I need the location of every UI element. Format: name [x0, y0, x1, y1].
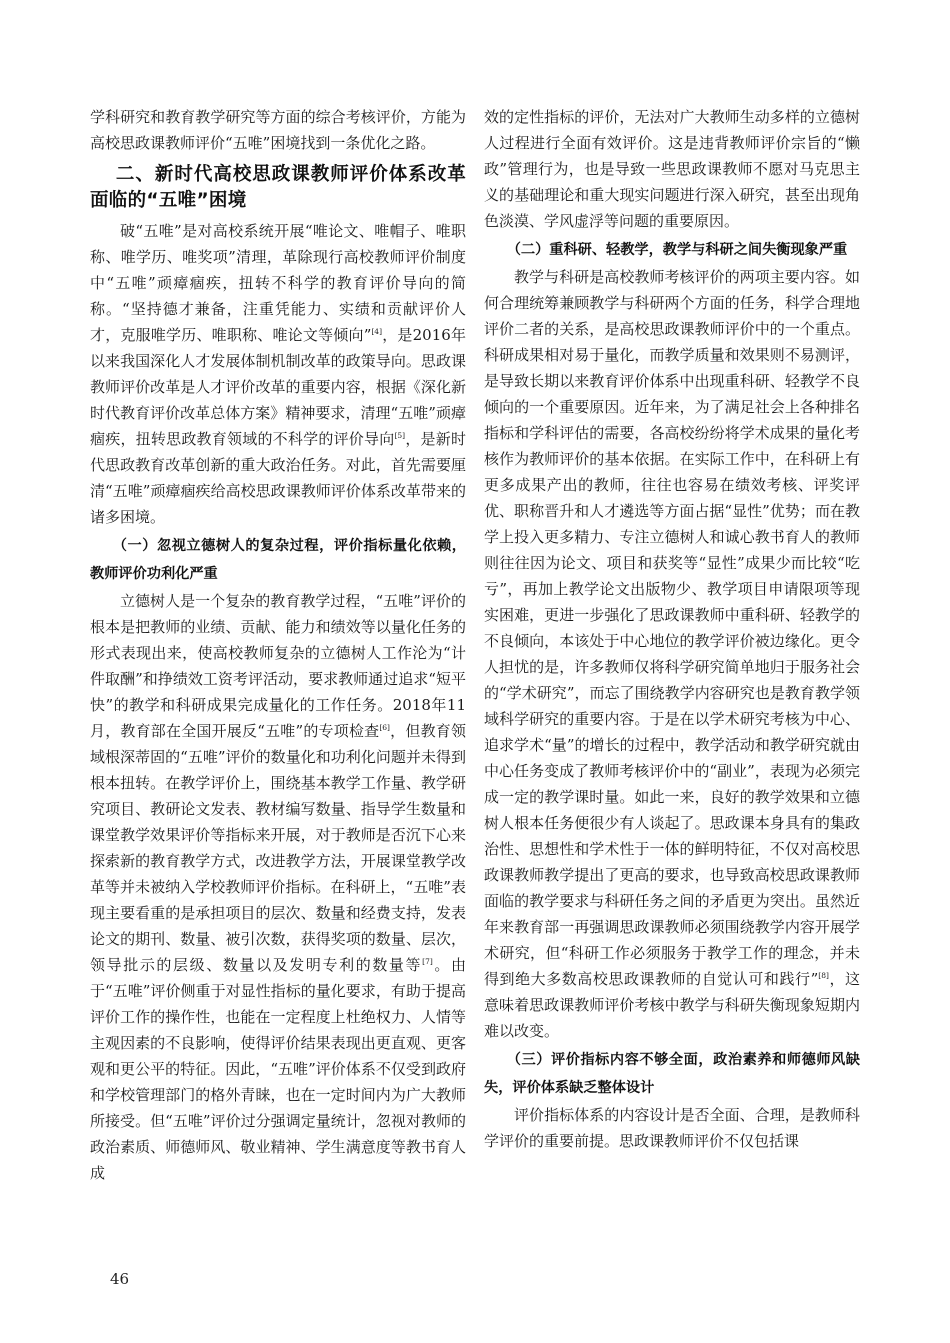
paragraph-wuwei-definition: [90, 218, 466, 530]
continued-paragraph: 效的定性指标的评价，无法对广大教师生动多样的立德树人过程进行全面有效评价。这是违背教师评价宗旨的“懒政”管理行为，也是导致一些思政课教师不愿对马克思主义的基础理论和重大现实问题进行深入研究，甚至出现角色淡漠、学风虚浮等问题的重要原因。: [484, 108, 860, 230]
right-column: [484, 104, 860, 1154]
subsection-heading-1: （一）忽视立德树人的复杂过程，评价指标量化依赖，教师评价功利化严重: [90, 538, 466, 582]
citation-ref: [4]: [371, 327, 382, 336]
citation-ref: [8]: [818, 971, 829, 980]
intro-paragraph: 学科研究和教育教学研究等方面的综合考核评价，方能为高校思政课教师评价“五唯”困境找到一条优化之路。: [90, 108, 466, 152]
paragraph-quantification: [90, 588, 466, 1186]
section-heading: 二、新时代高校思政课教师评价体系改革面临的“五唯”困境: [90, 164, 466, 211]
paragraph-evaluation-index: 评价指标体系的内容设计是否全面、合理，是教师科学评价的重要前提。思政课教师评价不仅包括课: [484, 1106, 860, 1150]
paragraph-text: ，但教育领域根深蒂固的“五唯”评价的数量化和功利化问题并未得到根本扭转。在教学评价上，围绕基本教学工作量、教学研究项目、教研论文发表、教材编写数量、指导学生数量和课堂教学效果评价等指标来开展，对于教师是否沉下心来探索新的教育教学方式，改进教学方法，开展课堂教学改革等并未被纳入学校教师评价指标。在科研上，“五唯”表现主要看重的是承担项目的层次、数量和经费支持，发表论文的期刊、数量、被引次数，获得奖项的数量、层次，领导批示的层级、数量以及发明专利的数量等: [90, 722, 466, 974]
paragraph-text: 教学与科研是高校教师考核评价的两项主要内容。如何合理统筹兼顾教学与科研两个方面的任务，科学合理地评价二者的关系，是高校思政课教师评价中的一个重点。科研成果相对易于量化，而教学质量和效果则不易测评，是导致长期以来教育评价体系中出现重科研、轻教学不良倾向的一个重要原因。近年来，为了满足社会上各种排名指标和学科评估的需要，各高校纷纷将学术成果的量化考核作为教师评价的基本依据。在实际工作中，在科研上有更多成果产出的教师，往往也容易在绩效考核、评奖评优、职称晋升和人才遴选等方面占据“显性”优势；而在教学上投入更多精力、专注立德树人和诚心教书育人的教师则往往因为论文、项目和获奖等“显性”成果少而比较“吃亏”，再加上教学论文出版物少、教学项目申请限项等现实困难，更进一步强化了思政课教师中重科研、轻教学的不良倾向，本该处于中心地位的教学评价被边缘化。更令人担忧的是，许多教师仅将科学研究简单地归于服务社会的“学术研究”，而忘了围绕教学内容研究也是教育教学领域科学研究的重要内容。于是在以学术研究考核为中心、追求学术“量”的增长的过程中，教学活动和教学研究就由中心任务变成了教师考核评价中的“副业”，表现为必须完成一定的教学课时量。如此一来，良好的教学效果和立德树人根本任务便很少有人谈起了。思政课本身具有的集政治性、思想性和学术性于一体的鲜明特征，不仅对高校思政课教师教学提出了更高的要求，也导致高校思政课教师面临的教学要求与科研任务之间的矛盾更为突出。虽然近年来教育部一再强调思政课教师必须围绕教学内容开展学术研究，但“科研工作必须服务于教学工作的理念，并未得到绝大多数高校思政课教师的自觉认可和践行”: [484, 268, 860, 988]
citation-ref: [6]: [379, 723, 390, 732]
subsection-heading-2: （二）重科研、轻教学，教学与科研之间失衡现象严重: [506, 242, 848, 258]
paragraph-teaching-research: [484, 264, 860, 1044]
paragraph-text: ，这意味着思政课教师评价考核中教学与科研失衡现象短期内难以改变。: [484, 970, 860, 1040]
paragraph-text: 。由于“五唯”评价侧重于对显性指标的量化要求，有助于提高评价工作的操作性，也能在一定程度上杜绝权力、人情等主观因素的不良影响，使得评价结果表现出更直观、更客观和更公平的特征。因此，“五唯”评价体系不仅受到政府和学校管理部门的格外青睐，也在一定时间内为广大教师所接受。但“五唯”评价过分强调定量统计，忽视对教师的政治素质、师德师风、敬业精神、学生满意度等教书育人成: [90, 956, 466, 1182]
citation-ref: [7]: [422, 957, 433, 966]
paragraph-text: ，是新时代思政教育改革创新的重大政治任务。对此，首先需要厘清“五唯”顽瘴痼疾给高校思政课教师评价体系改革带来的诸多困境。: [90, 430, 466, 526]
paragraph-text: 破“五唯”是对高校系统开展“唯论文、唯帽子、唯职称、唯学历、唯奖项”清理，革除现行高校教师评价制度中“五唯”顽瘴痼疾，扭转不科学的教育评价导向的简称。“坚持德才兼备，注重凭能力、实绩和贡献评价人才，克服唯学历、唯职称、唯论文等倾向”: [90, 222, 466, 344]
paragraph-text: 立德树人是一个复杂的教育教学过程，“五唯”评价的根本是把教师的业绩、贡献、能力和绩效等以量化任务的形式表现出来，使高校教师复杂的立德树人工作沦为“计件取酬”和挣绩效工资考评活动，要求教师通过追求“短平快”的教学和科研成果完成量化的工作任务。2018年11月，教育部在全国开展反“五唯”的专项检查: [90, 592, 466, 740]
citation-ref: [5]: [394, 431, 406, 440]
paragraph-text: ，是2016年以来我国深化人才发展体制机制改革的政策导向。思政课教师评价改革是人才评价改革的重要内容，根据《深化新时代教育评价改革总体方案》精神要求，清理“五唯”顽瘴痼疾，扭转思政教育领域的不科学的评价导向: [90, 326, 466, 448]
subsection-heading-3: （三）评价指标内容不够全面，政治素养和师德师风缺失，评价体系缺乏整体设计: [484, 1052, 860, 1096]
page-number: 46: [110, 1270, 130, 1288]
left-column: [90, 104, 466, 1186]
